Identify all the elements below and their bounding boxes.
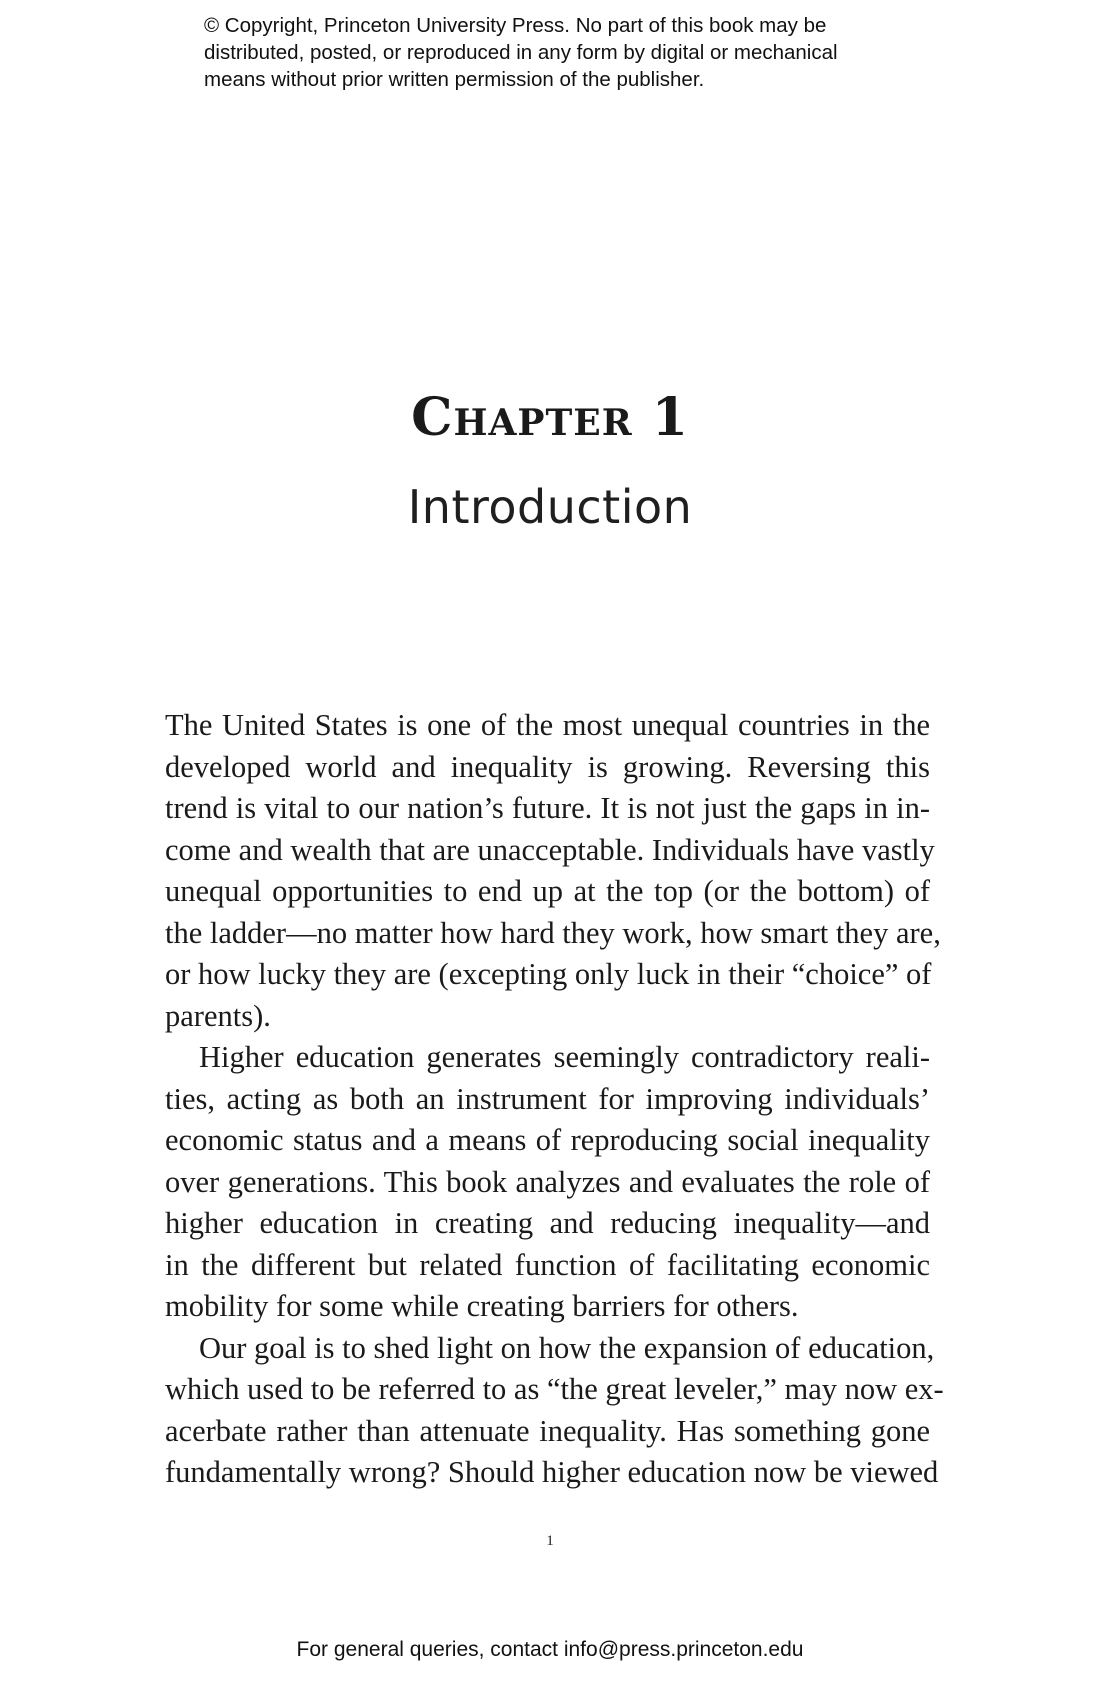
copyright-notice bbox=[204, 12, 924, 93]
page-number: 1 bbox=[546, 1533, 554, 1549]
text-line: Our goal is to shed light on how the expansion of education, bbox=[199, 1330, 935, 1365]
copyright-line: means without prior written permission of the publisher. bbox=[204, 68, 705, 91]
text-line: ties, acting as both an instrument for improving individuals’ bbox=[165, 1081, 930, 1116]
text-line: parents). bbox=[165, 998, 271, 1033]
text-line: higher education in creating and reducing inequality—and bbox=[165, 1206, 930, 1240]
paragraph-1 bbox=[165, 705, 941, 1037]
text-line: mobility for some while creating barriers for others. bbox=[165, 1289, 799, 1323]
paragraph-3 bbox=[165, 1328, 944, 1494]
footer-contact: For general queries, contact info@press.princeton.edu bbox=[296, 1638, 804, 1661]
copyright-line: © Copyright, Princeton University Press. No part of this book may be bbox=[204, 14, 827, 37]
copyright-line: distributed, posted, or reproduced in any form by digital or mechanical bbox=[204, 41, 838, 64]
text-line: trend is vital to our nation’s future. It is not just the gaps in in- bbox=[165, 791, 930, 825]
text-line: unequal opportunities to end up at the top (or the bottom) of bbox=[165, 874, 930, 908]
text-line: economic status and a means of reproducing social inequality bbox=[165, 1123, 930, 1157]
text-line: the ladder—no matter how hard they work, how smart they are, bbox=[165, 915, 941, 950]
paragraph-2 bbox=[165, 1037, 930, 1328]
text-line: or how lucky they are (excepting only luck in their “choice” of bbox=[165, 957, 932, 991]
text-line: over generations. This book analyzes and evaluates the role of bbox=[165, 1164, 930, 1199]
text-line: The United States is one of the most unequal countries in the bbox=[165, 708, 930, 742]
text-line: in the different but related function of facilitating economic bbox=[165, 1247, 930, 1282]
text-line: fundamentally wrong? Should higher education now be viewed bbox=[165, 1455, 939, 1489]
chapter-heading: Chapter 1 bbox=[411, 386, 689, 448]
chapter-title: Introduction bbox=[407, 480, 693, 535]
text-line: which used to be referred to as “the great leveler,” may now ex- bbox=[165, 1372, 944, 1406]
text-line: developed world and inequality is growing. Reversing this bbox=[165, 749, 930, 784]
chapter-body bbox=[165, 705, 944, 1494]
text-line: acerbate rather than attenuate inequality. Has something gone bbox=[165, 1413, 930, 1448]
text-line: come and wealth that are unacceptable. Individuals have vastly bbox=[165, 832, 935, 867]
text-line: Higher education generates seemingly contradictory reali- bbox=[199, 1040, 930, 1074]
